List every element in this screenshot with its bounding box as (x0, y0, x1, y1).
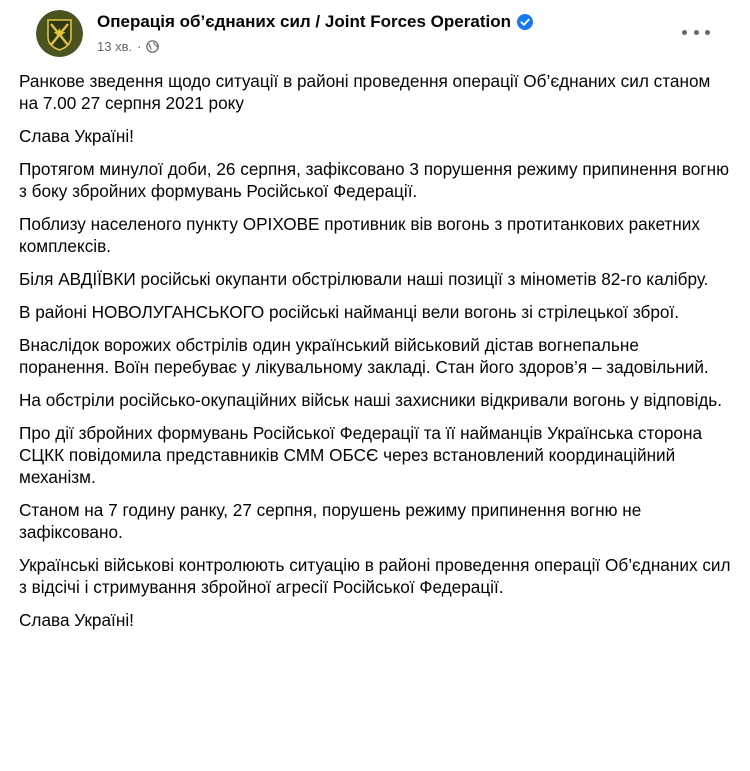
post-paragraph: Слава Україні! (19, 610, 134, 630)
more-options-icon (705, 30, 710, 35)
meta-separator: · (137, 38, 142, 54)
post-paragraph: Біля АВДІЇВКИ російські окупанти обстрілювали наші позиції з мінометів 82-го калібру. (19, 269, 709, 289)
post-paragraph-title: Ранкове зведення щодо ситуації в районі проведення операції Об’єднаних сил станом на 7.00 27 серпня 2021 року (19, 71, 711, 113)
post-paragraph: В районі НОВОЛУГАНСЬКОГО російські найманці вели вогонь зі стрілецької зброї. (19, 302, 680, 322)
post-timestamp[interactable]: 13 хв. (97, 38, 133, 54)
post-paragraph: Внаслідок ворожих обстрілів один український військовий дістав вогнепальне поранення. Воїн перебуває у лікувальному закладі. Стан його здоров’я – задовільний. (19, 335, 709, 377)
post-body (19, 70, 731, 642)
more-options-icon (682, 30, 687, 35)
page-name-row (97, 10, 533, 34)
jfo-emblem-icon (36, 10, 83, 57)
post-paragraph: Протягом минулої доби, 26 серпня, зафіксовано 3 порушення режиму припинення вогню з боку збройних формувань Російської Федерації. (19, 159, 730, 201)
jfo-emblem-avatar[interactable] (36, 10, 83, 57)
post-paragraph: Слава Україні! (19, 126, 134, 146)
post-header (18, 0, 732, 66)
post-paragraph: Станом на 7 годину ранку, 27 серпня, порушень режиму припинення вогню не зафіксовано. (19, 500, 642, 542)
post-paragraph: Поблизу населеного пункту ОРІХОВЕ противник вів вогонь з протитанкових ракетних комплексів. (19, 214, 700, 256)
post-meta (97, 37, 159, 55)
post-paragraph: На обстріли російсько-окупаційних військ наші захисники відкривали вогонь у відповідь. (19, 390, 723, 410)
verified-badge-icon (517, 14, 533, 30)
more-options-button[interactable] (682, 22, 710, 42)
globe-icon[interactable] (146, 40, 159, 53)
post-paragraph: Про дії збройних формувань Російської Федерації та її найманців Українська сторона СЦКК повідомила представників СММ ОБСЄ через встановлений координаційний механізм. (19, 423, 703, 487)
post-paragraph: Українські військові контролюють ситуацію в районі проведення операції Об’єднаних сил з відсічі і стримування збройної агресії Російської Федерації. (19, 555, 731, 597)
more-options-icon (694, 30, 699, 35)
page-name-link[interactable]: Операція об’єднаних сил / Joint Forces Operation (97, 12, 511, 31)
